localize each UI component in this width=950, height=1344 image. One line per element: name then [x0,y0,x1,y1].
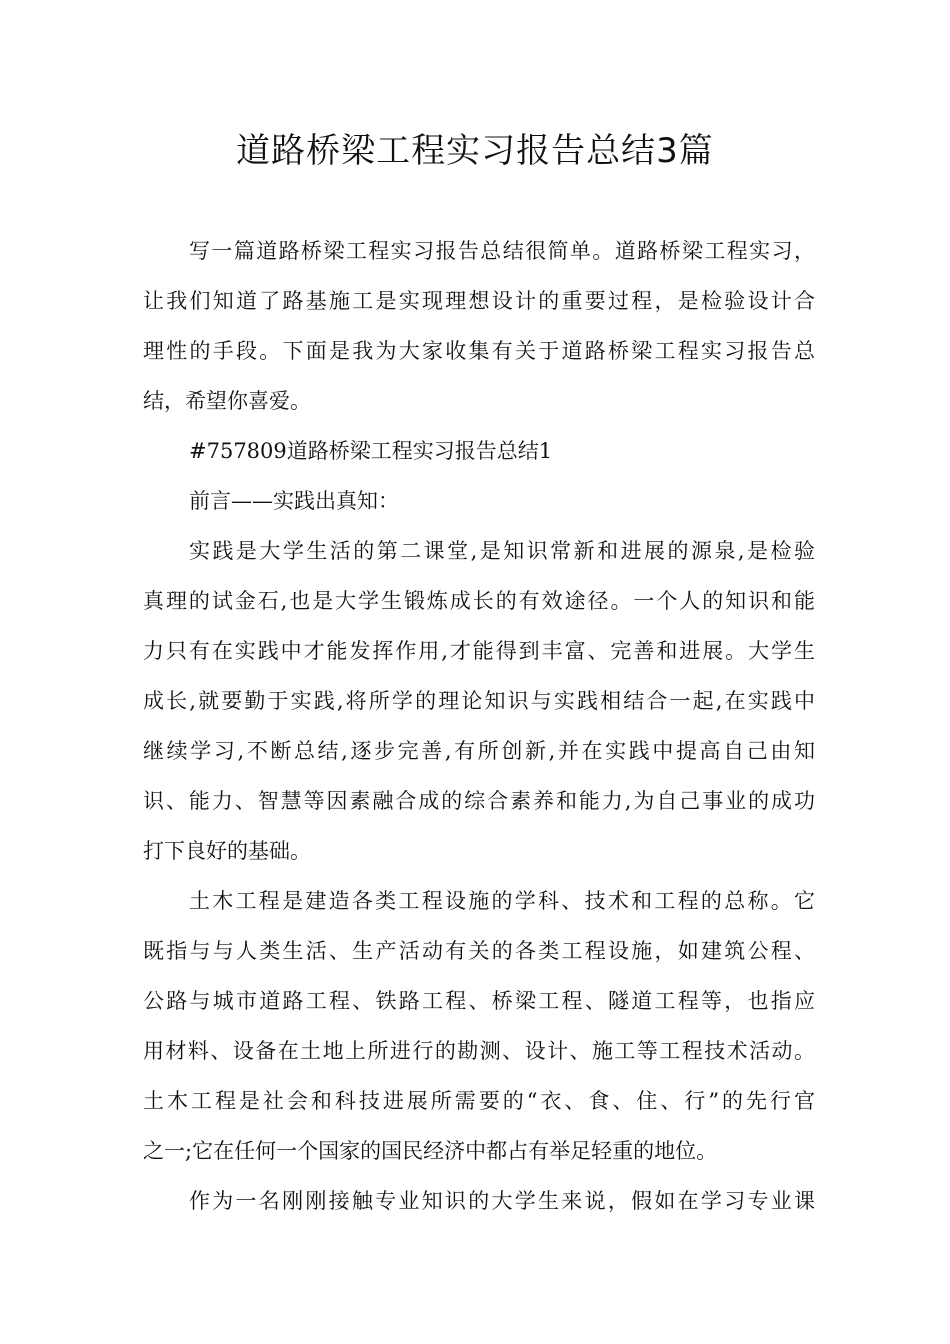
text-line: 公路与城市道路工程、铁路工程、桥梁工程、隧道工程等，也指应 [143,989,815,1013]
text-line: 实践是大学生活的第二课堂,是知识常新和进展的源泉,是检验 [189,539,815,563]
text-line: 成长,就要勤于实践,将所学的理论知识与实践相结合一起,在实践中 [143,689,815,713]
text-line: 识、能力、智慧等因素融合成的综合素养和能力,为自己事业的成功 [143,789,815,813]
text-line: 力只有在实践中才能发挥作用,才能得到丰富、完善和进展。大学生 [143,639,815,663]
text-line: 土木工程是建造各类工程设施的学科、技术和工程的总称。它 [189,889,815,913]
text-line: 继续学习,不断总结,逐步完善,有所创新,并在实践中提高自己由知 [143,739,815,763]
text-line: 让我们知道了路基施工是实现理想设计的重要过程，是检验设计合 [143,289,815,313]
text-line: 结，希望你喜爱。 [143,389,311,413]
text-line: 理性的手段。下面是我为大家收集有关于道路桥梁工程实习报告总 [143,339,815,363]
text-line: 既指与与人类生活、生产活动有关的各类工程设施，如建筑公程、 [143,939,815,963]
text-line: 之一;它在任何一个国家的国民经济中都占有举足轻重的地位。 [143,1139,718,1163]
text-line: 打下良好的基础。 [143,839,311,863]
text-line: 写一篇道路桥梁工程实习报告总结很简单。道路桥梁工程实习， [189,239,815,263]
text-line: 用材料、设备在土地上所进行的勘测、设计、施工等工程技术活动。 [143,1039,815,1063]
subheading: 前言——实践出真知： [189,489,399,513]
document-body [143,226,815,1226]
document-title: 道路桥梁工程实习报告总结3篇 [236,131,714,171]
section-heading: #757809道路桥梁工程实习报告总结1 [189,439,553,463]
text-line: 作为一名刚刚接触专业知识的大学生来说，假如在学习专业课 [189,1189,815,1213]
text-line: 真理的试金石,也是大学生锻炼成长的有效途径。一个人的知识和能 [143,589,815,613]
text-line: 土木工程是社会和科技进展所需要的“衣、食、住、行”的先行官 [143,1089,815,1113]
